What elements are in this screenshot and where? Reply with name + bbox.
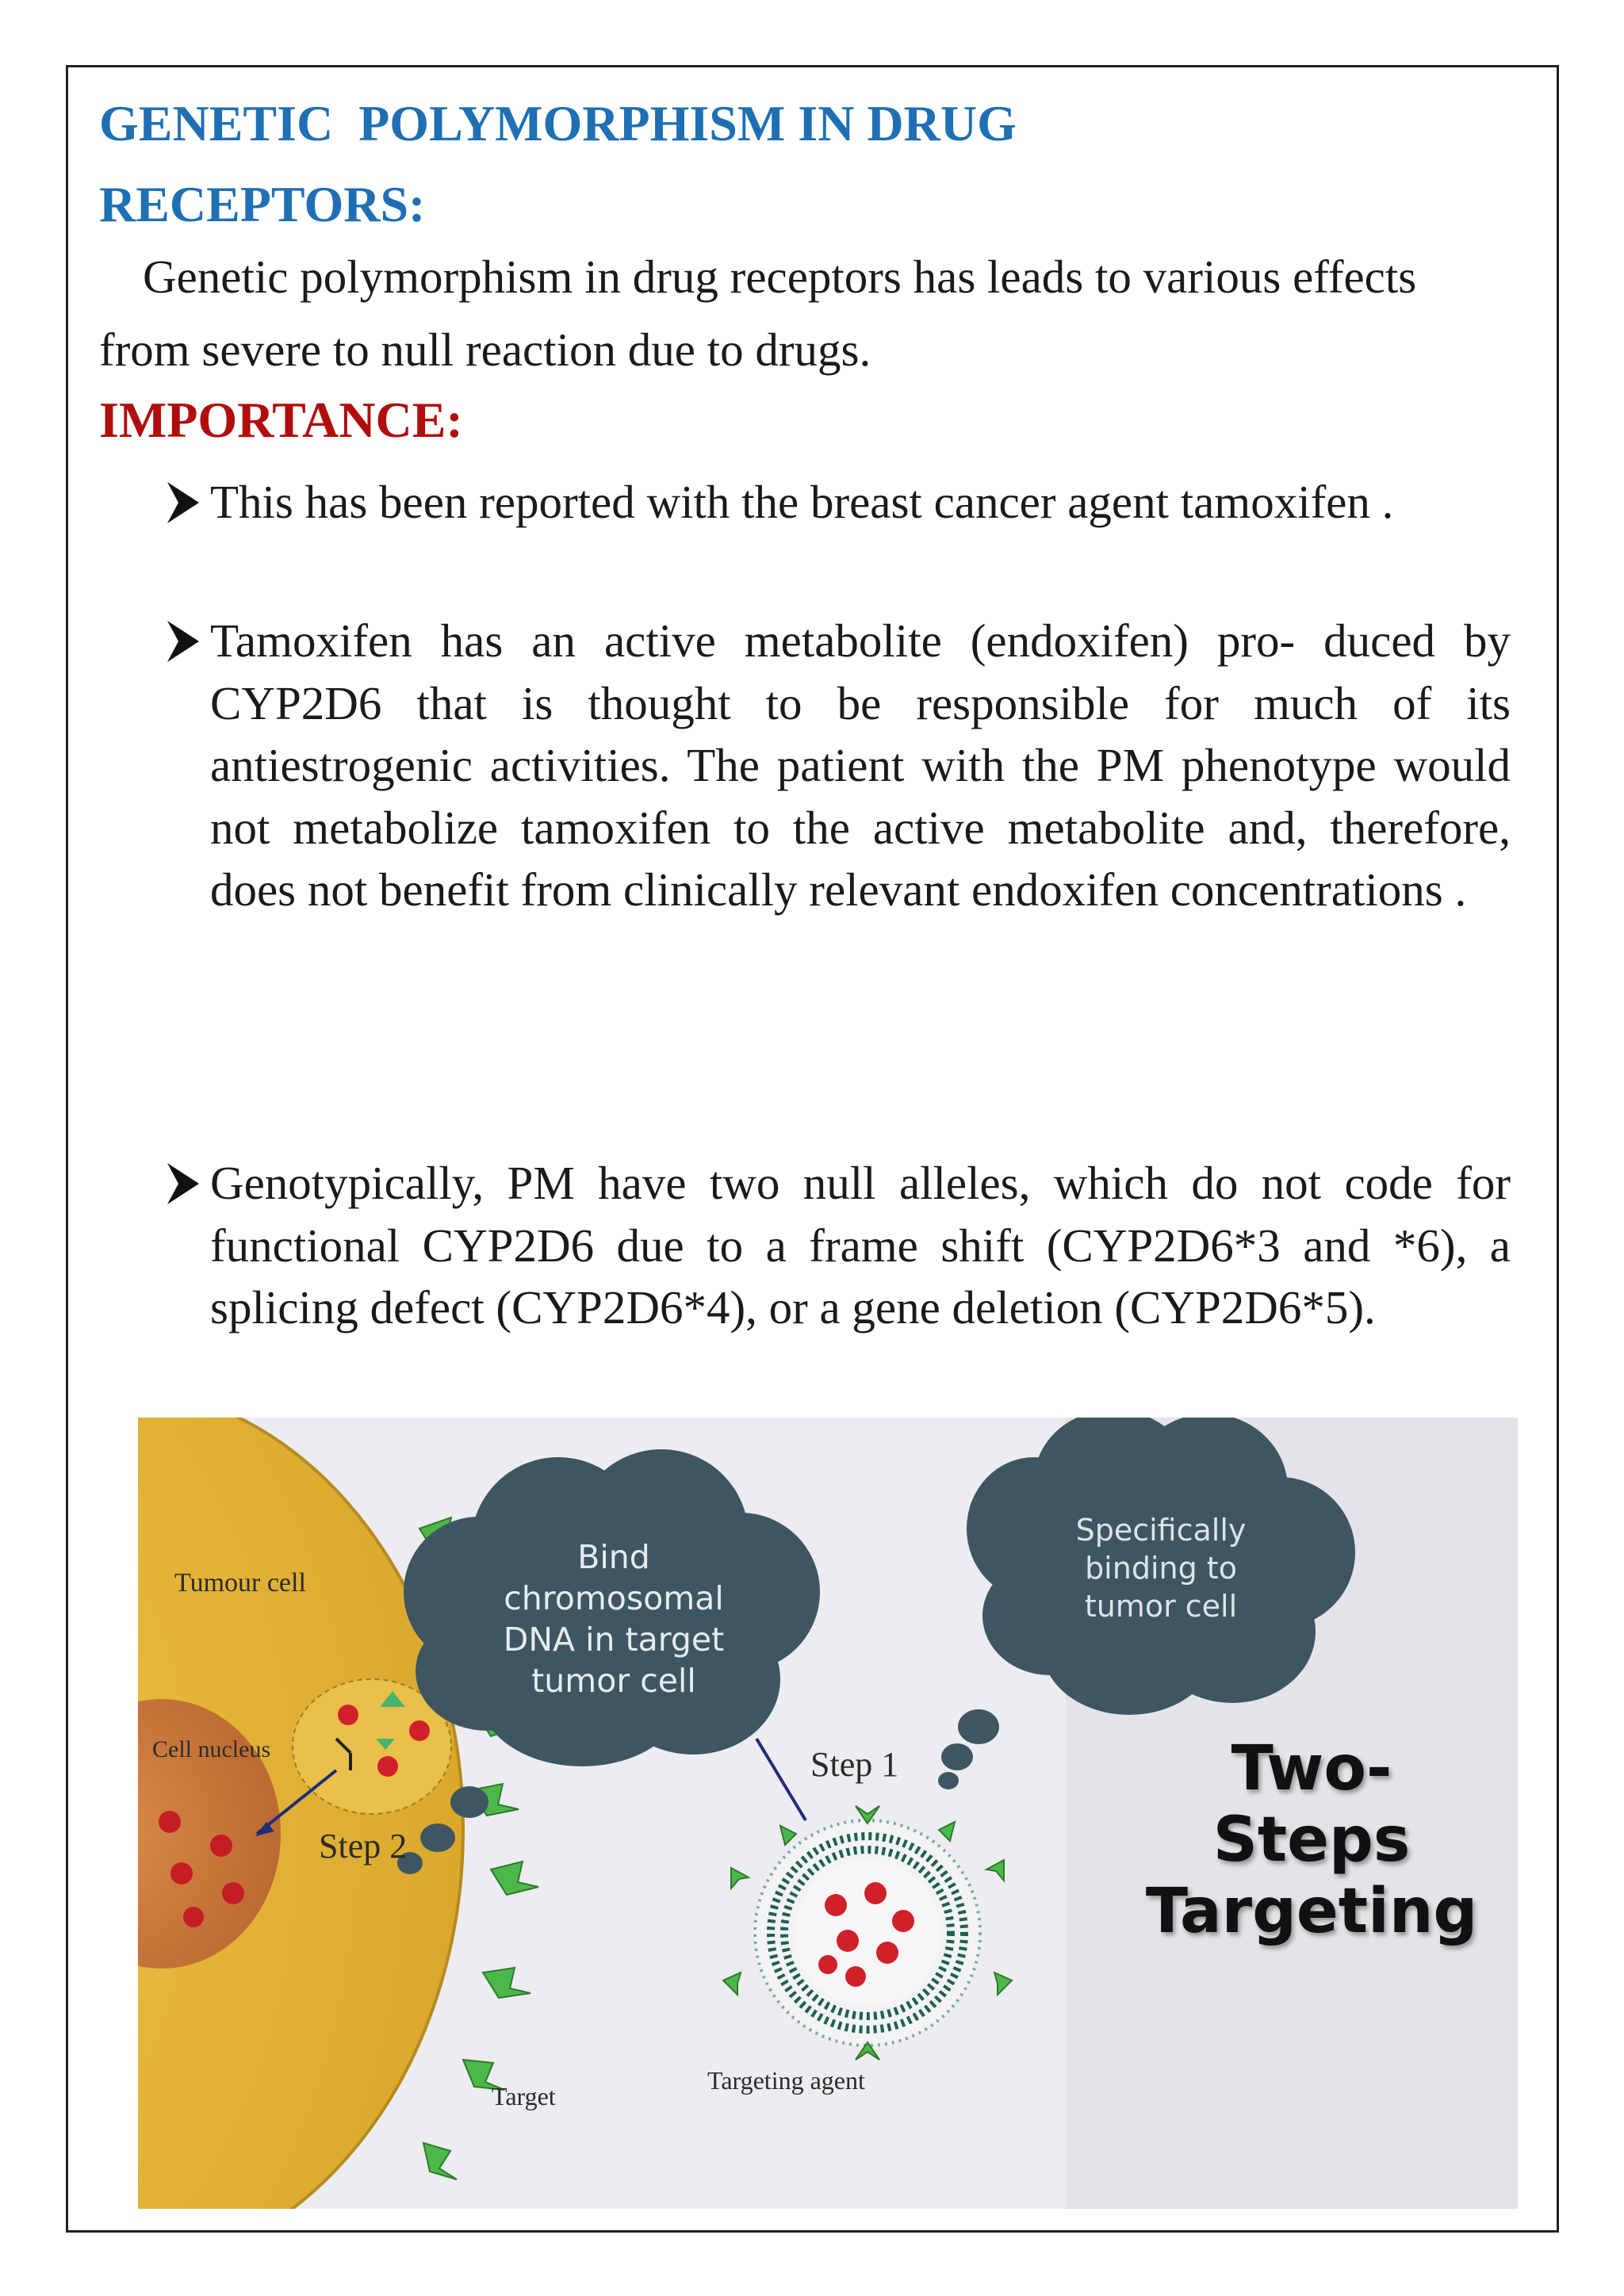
cloud-1-line: Bind bbox=[577, 1538, 650, 1576]
step-1-label: Step 1 bbox=[810, 1745, 899, 1784]
bullet-text: Genotypically, PM have two null alleles, which do not code for functional CYP2D6 due to a frame shift (CYP2D6*3 and *6), a splicing defect (CYP2D6*4), or a gene deletion (CYP2D6*5). bbox=[210, 1157, 1511, 1334]
cloud-2-line: Specifically bbox=[1075, 1513, 1247, 1548]
bullet-text: This has been reported with the breast cancer agent tamoxifen . bbox=[210, 476, 1394, 528]
title-line: Steps bbox=[1212, 1804, 1411, 1876]
cloud-1-line: chromosomal bbox=[504, 1579, 724, 1617]
cloud-2-line: tumor cell bbox=[1084, 1589, 1238, 1624]
title-line: Targeting bbox=[1145, 1876, 1478, 1947]
title-line-2: RECEPTORS: bbox=[99, 176, 426, 232]
cloud-2-text bbox=[1026, 1511, 1296, 1625]
cloud-2-line: binding to bbox=[1085, 1551, 1237, 1586]
bullet-item bbox=[163, 610, 1511, 921]
targeting-agent-label: Targeting agent bbox=[707, 2066, 865, 2095]
page-title bbox=[99, 83, 1487, 245]
cell-nucleus-label: Cell nucleus bbox=[152, 1736, 271, 1762]
two-steps-targeting-title bbox=[1145, 1733, 1478, 1947]
liposome-nanoparticle bbox=[755, 1820, 980, 2045]
two-step-targeting-figure bbox=[138, 1418, 1518, 2209]
cloud-1-line: tumor cell bbox=[531, 1662, 696, 1700]
arrow-bullet-icon bbox=[163, 1155, 209, 1211]
cloud-1-text bbox=[471, 1536, 756, 1701]
arrow-bullet-icon bbox=[163, 474, 209, 530]
tumour-cell-label: Tumour cell bbox=[174, 1568, 306, 1598]
importance-heading: IMPORTANCE: bbox=[99, 392, 463, 448]
bullet-text: Tamoxifen has an active metabolite (endoxifen) pro- duced by CYP2D6 that is thought to be responsible for much of its antiestrogenic activities. The patient with the PM phenotype would not metabolize tamoxifen to the active metabolite and, therefore, does not benefit from clinically relevant endoxifen concentrations . bbox=[210, 614, 1511, 916]
arrow-bullet-icon bbox=[163, 613, 209, 668]
step-2-label: Step 2 bbox=[319, 1827, 408, 1866]
cloud-1-line: DNA in target bbox=[503, 1621, 725, 1659]
title-line-1: GENETIC POLYMORPHISM IN DRUG bbox=[99, 95, 1017, 151]
target-label: Target bbox=[492, 2082, 556, 2110]
bullet-item bbox=[163, 471, 1511, 534]
title-line: Two- bbox=[1231, 1733, 1392, 1804]
bullet-item bbox=[163, 1152, 1511, 1339]
intro-paragraph: Genetic polymorphism in drug receptors has leads to various effects from severe to null reaction due to drugs. bbox=[99, 251, 1417, 376]
